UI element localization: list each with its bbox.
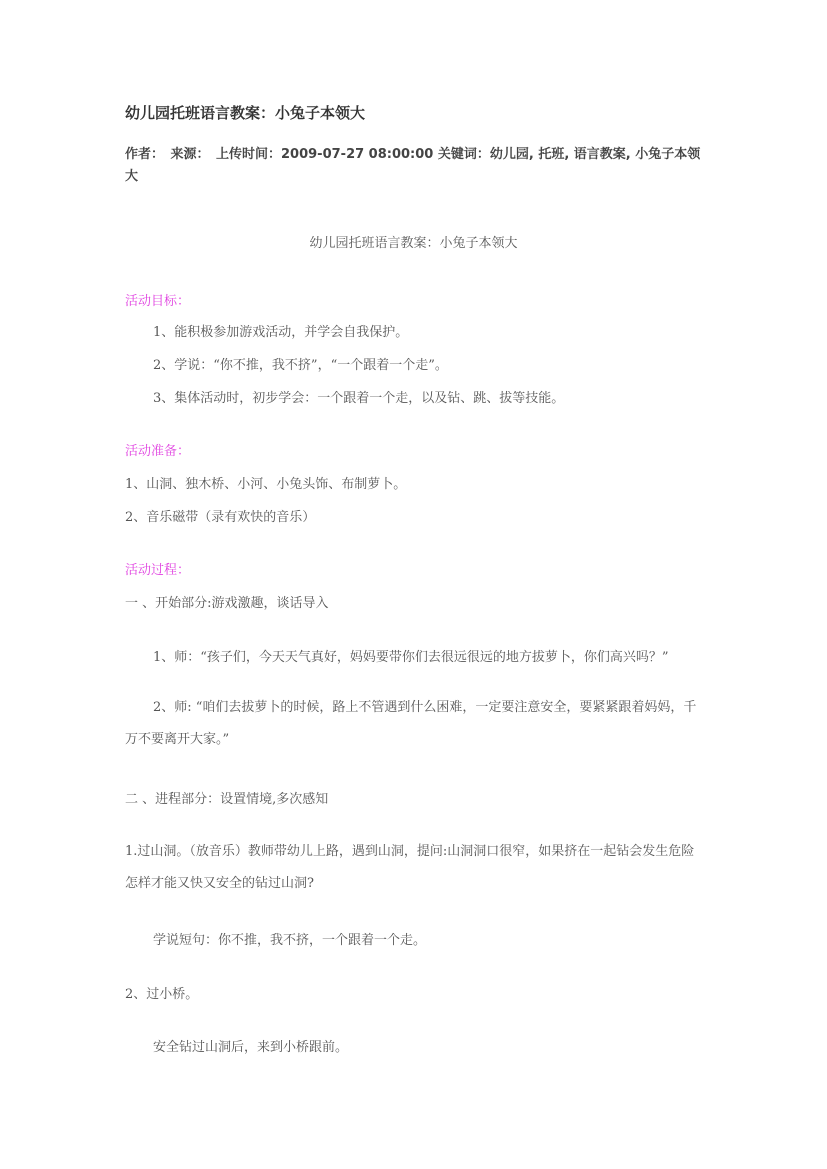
goal-item-3: 3、集体活动时，初步学会：一个跟着一个走，以及钻、跳、拔等技能。: [153, 391, 565, 406]
process-paragraph-3: 1.过山洞。（放音乐）教师带幼儿上路，遇到山洞，提问:山洞洞口很窄，如果挤在一起钻会发生危险怎样才能又快又安全的钻过山洞?: [125, 844, 695, 891]
process-paragraph-4: 学说短句：你不推，我不挤，一个跟着一个走。: [153, 933, 427, 948]
goal-item-1: 1、能积极参加游戏活动，并学会自我保护。: [153, 325, 409, 340]
goal-item-2: 2、学说：“你不推，我不挤”，“一个跟着一个走”。: [153, 358, 448, 373]
process-paragraph-2: 2、师: “咱们去拔萝卜的时候，路上不管遇到什么困难，一定要注意安全，要紧紧跟着妈妈，千万不要离开大家。”: [125, 700, 697, 747]
content-title: 幼儿园托班语言教案：小兔子本领大: [309, 236, 518, 251]
prep-item-2: 2、音乐磁带（录有欢快的音乐）: [125, 510, 316, 525]
goals-heading: 活动目标：: [125, 294, 191, 309]
document-meta: 作者： 来源： 上传时间：2009-07-27 08:00:00 关键词：幼儿园, 托班, 语言教案, 小兔子本领大: [125, 147, 701, 184]
prep-heading: 活动准备：: [125, 444, 191, 459]
process-part-1: 一 、开始部分:游戏激趣，谈话导入: [125, 596, 329, 611]
process-part-2: 二 、进程部分：设置情境,多次感知: [125, 792, 329, 807]
process-heading: 活动过程：: [125, 563, 191, 578]
process-paragraph-1: 1、师：“孩子们，今天天气真好，妈妈要带你们去很远很远的地方拔萝卜，你们高兴吗？”: [153, 650, 669, 665]
document-title: 幼儿园托班语言教案：小兔子本领大: [125, 104, 366, 122]
process-paragraph-6: 安全钻过山洞后，来到小桥跟前。: [153, 1040, 349, 1055]
prep-item-1: 1、山洞、独木桥、小河、小兔头饰、布制萝卜。: [125, 477, 407, 492]
process-paragraph-5: 2、过小桥。: [125, 987, 199, 1002]
